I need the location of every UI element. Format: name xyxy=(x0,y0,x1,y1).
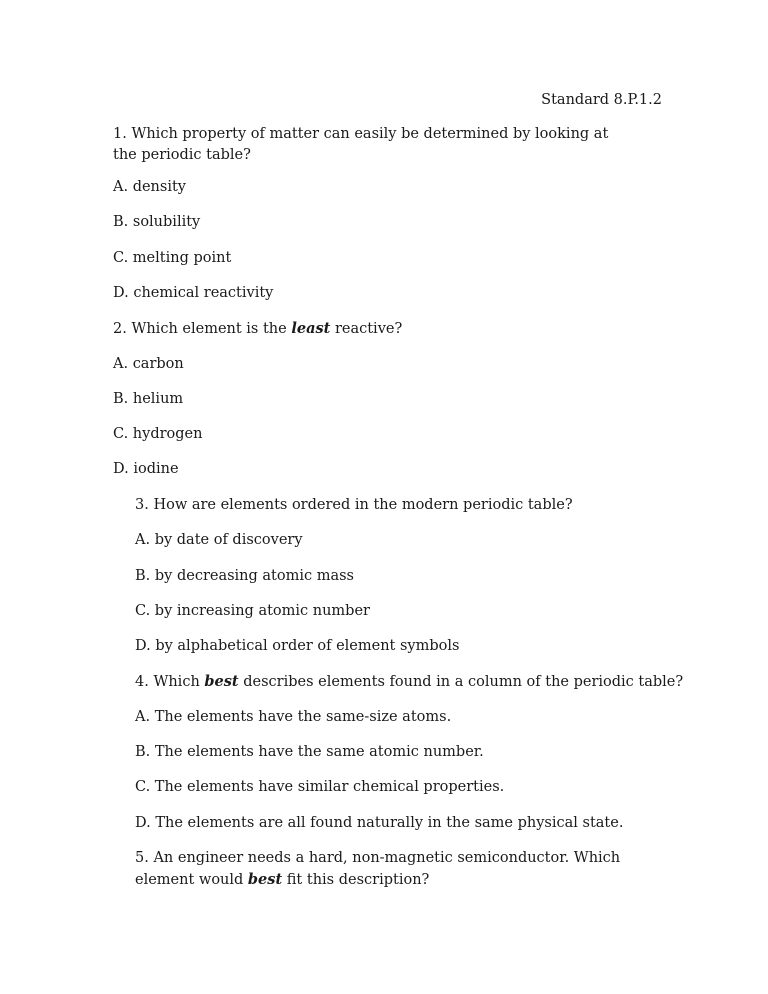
question-1-option-d: D. chemical reactivity xyxy=(113,285,274,301)
question-4-option-c: C. The elements have similar chemical properties. xyxy=(135,779,505,795)
question-4-option-b: B. The elements have the same atomic number. xyxy=(135,744,484,760)
question-1-option-a: A. density xyxy=(113,179,186,195)
question-2-option-c: C. hydrogen xyxy=(113,426,203,442)
question-4-emphasis: best xyxy=(204,673,239,690)
question-5-emphasis: best xyxy=(247,871,283,888)
question-5-text-pre: 5. An engineer needs a hard, non-magnetic semiconductor. Which element would xyxy=(135,850,621,888)
question-5-text-post: fit this description? xyxy=(282,872,430,888)
question-4-prompt xyxy=(135,671,683,693)
question-3-option-d: D. by alphabetical order of element symbols xyxy=(135,638,460,654)
question-1-option-c: C. melting point xyxy=(113,250,232,266)
question-3-option-a: A. by date of discovery xyxy=(135,532,303,548)
question-3-option-c: C. by increasing atomic number xyxy=(135,603,370,619)
question-4-option-d: D. The elements are all found naturally in the same physical state. xyxy=(135,815,624,831)
question-2-option-d: D. iodine xyxy=(113,461,179,477)
standard-label: Standard 8.P.1.2 xyxy=(541,92,662,108)
question-4-text-post: describes elements found in a column of the periodic table? xyxy=(238,674,684,690)
question-2-option-a: A. carbon xyxy=(113,356,184,372)
question-4-text-pre: 4. Which xyxy=(135,674,205,690)
question-4-option-a: A. The elements have the same-size atoms. xyxy=(135,709,452,725)
question-2-prompt xyxy=(113,318,402,340)
question-1-text: 1. Which property of matter can easily be determined by looking at the periodic table? xyxy=(113,126,609,163)
question-5-prompt xyxy=(135,848,635,891)
question-1-prompt xyxy=(113,124,633,166)
question-3-option-b: B. by decreasing atomic mass xyxy=(135,568,355,584)
question-3-prompt: 3. How are elements ordered in the modern periodic table? xyxy=(135,497,573,513)
question-2-option-b: B. helium xyxy=(113,391,184,407)
question-2-emphasis: least xyxy=(291,320,331,337)
question-2-text-post: reactive? xyxy=(330,321,403,337)
question-2-text-pre: 2. Which element is the xyxy=(113,321,292,337)
question-1-option-b: B. solubility xyxy=(113,214,201,230)
